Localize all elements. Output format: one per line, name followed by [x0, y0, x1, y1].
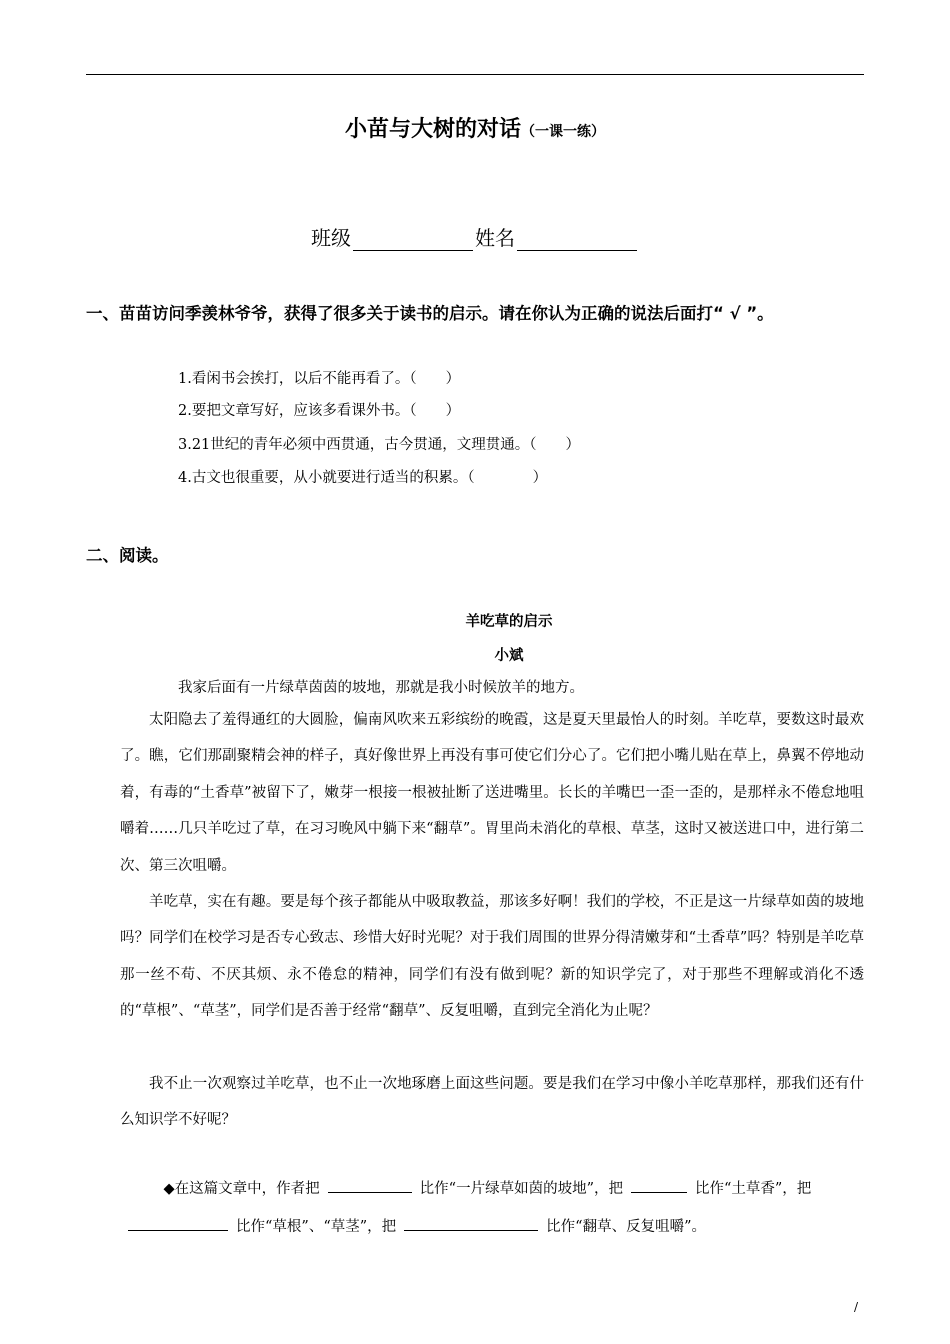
fill-blank-3[interactable] — [128, 1215, 228, 1231]
article-paragraph: 羊吃草，实在有趣。要是每个孩子都能从中吸取教益，那该多好啊！我们的学校，不正是这一片绿草如茵的坡地吗？同学们在校学习是否专心致志、珍惜大好时光呢？对于我们周围的世界分得清嫩芽和“土香草”吗？特别是羊吃草那一丝不苟、不厌其烦、永不倦怠的精神，同学们有没有做到呢？新的知识学完了，对于那些不理解或消化不透的“草根”、“草茎”，同学们是否善于经常“翻草”、反复咀嚼，直到完全消化为止呢？ — [120, 894, 864, 1020]
name-label: 姓名 — [475, 226, 515, 250]
article-author: 小斌 — [494, 647, 524, 664]
section1-heading: 一、苗苗访问季羡林爷爷，获得了很多关于读书的启示。请在你认为正确的说法后面打“ √ ”。 — [86, 304, 774, 323]
page-number: / — [854, 1300, 859, 1314]
article-paragraph: 我不止一次观察过羊吃草，也不止一次地琢磨上面这些问题。要是我们在学习中像小羊吃草那样，那我们还有什么知识学不好呢？ — [120, 1076, 864, 1129]
section2-heading: 二、阅读。 — [86, 546, 169, 565]
class-name-line — [0, 222, 950, 251]
article-paragraph: 我家后面有一片绿草茵茵的坡地，那就是我小时候放羊的地方。 — [178, 680, 584, 696]
class-label: 班级 — [311, 226, 351, 250]
question-item[interactable]: 3.21世纪的青年必须中西贯通，古今贯通，文理贯通。（ ） — [178, 437, 581, 453]
header-rule — [86, 74, 864, 75]
fill-text-1: ◆在这篇文章中，作者把 — [163, 1181, 320, 1197]
question-item[interactable]: 2.要把文章写好，应该多看课外书。（ ） — [178, 403, 461, 419]
page-title — [0, 112, 950, 143]
fill-blank-1[interactable] — [328, 1177, 412, 1193]
article-paragraph: 太阳隐去了羞得通红的大圆脸，偏南风吹来五彩缤纷的晚霞，这是夏天里最怡人的时刻。羊吃草，要数这时最欢了。瞧，它们那副聚精会神的样子，真好像世界上再没有事可使它们分心了。它们把小嘴儿贴在草上，鼻翼不停地动着，有毒的“土香草”被留下了，嫩芽一根接一根被扯断了送进嘴里。长长的羊嘴巴一歪一歪的，是那样永不倦怠地咀嚼着……几只羊吃过了草，在习习晚风中躺下来“翻草”。胃里尚未消化的草根、草茎，这时又被送进口中，进行第二次、第三次咀嚼。 — [120, 712, 864, 874]
question-item[interactable]: 1.看闲书会挨打，以后不能再看了。（ ） — [178, 371, 461, 387]
fill-blank-4[interactable] — [404, 1215, 538, 1231]
fill-text-4: 比作“草根”、“草茎”，把 — [236, 1219, 397, 1235]
article-title: 羊吃草的启示 — [465, 613, 553, 630]
fill-text-2: 比作“一片绿草如茵的坡地”，把 — [419, 1181, 623, 1197]
fill-text-3: 比作“土草香”，把 — [694, 1181, 812, 1197]
question-item[interactable]: 4.古文也很重要，从小就要进行适当的积累。（ ） — [178, 470, 548, 486]
title-text: 小苗与大树的对话 — [344, 116, 521, 142]
class-blank[interactable] — [353, 230, 473, 251]
name-blank[interactable] — [517, 230, 637, 251]
fill-in-question — [120, 1170, 864, 1246]
fill-text-5: 比作“翻草、反复咀嚼”。 — [546, 1219, 706, 1235]
title-subtitle: （一课一练） — [521, 124, 605, 140]
fill-blank-2[interactable] — [631, 1177, 687, 1193]
